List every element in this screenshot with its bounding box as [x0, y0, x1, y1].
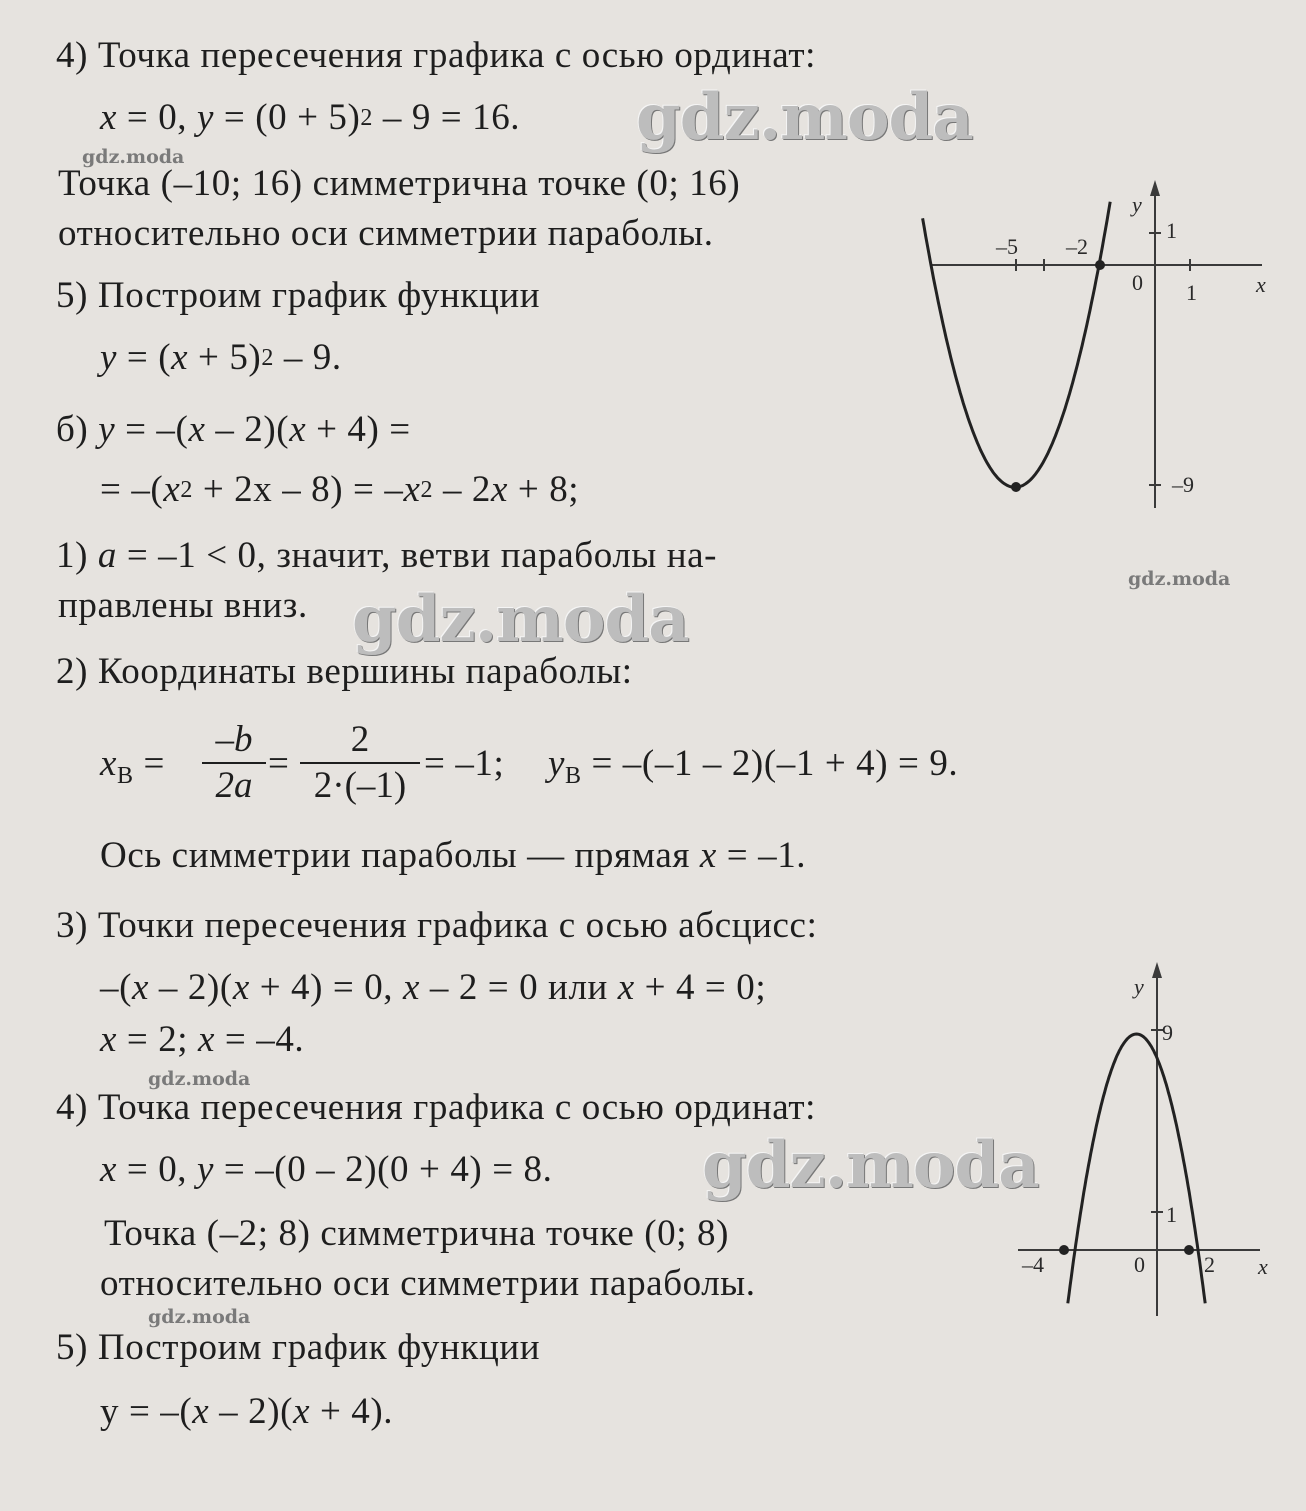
- text-line: Ось симметрии параболы — прямая x = –1.: [100, 835, 807, 876]
- watermark: gdz.moda: [636, 80, 973, 155]
- fraction-denominator: 2a: [202, 762, 266, 808]
- formula-line: x = 0, y = –(0 – 2)(0 + 4) = 8.: [100, 1149, 553, 1190]
- axis-label-y: y: [1134, 974, 1144, 999]
- tick-label-m5: –5: [996, 234, 1018, 259]
- tick-label-1y: 1: [1166, 218, 1177, 243]
- formula-line: x = 2; x = –4.: [100, 1019, 305, 1060]
- formula-line: x = 0, $y = (0 + 5)^2 - 9 = 16$.: [100, 97, 521, 138]
- formula-line: $x_В$ =: [100, 743, 165, 789]
- text-line: правлены вниз.: [58, 585, 308, 626]
- axis-label-x: x: [1256, 272, 1266, 297]
- fraction-numerator: –b: [215, 719, 253, 760]
- text-line: 5) Построим график функции: [56, 275, 541, 316]
- tick-label-1x: 1: [1186, 280, 1197, 305]
- tick-label-0: 0: [1134, 1252, 1145, 1277]
- text-line: 3) Точки пересечения графика с осью абсцисс:: [56, 905, 818, 946]
- watermark-small: gdz.moda: [82, 146, 185, 168]
- text-line: 4) Точка пересечения графика с осью ординат:: [56, 1087, 816, 1128]
- equals-sign: =: [268, 743, 290, 784]
- tick-label-9: 9: [1162, 1020, 1173, 1045]
- tick-label-1y: 1: [1166, 1202, 1177, 1227]
- tick-label-0: 0: [1132, 270, 1143, 295]
- tick-label-m9: –9: [1172, 472, 1194, 497]
- tick-label-m2: –2: [1066, 234, 1088, 259]
- y-axis-arrow: [1152, 962, 1162, 978]
- text-line: 1) a = –1 < 0, значит, ветви параболы на-: [56, 535, 718, 576]
- watermark-small: gdz.moda: [148, 1068, 251, 1090]
- axis-label-y: y: [1132, 192, 1142, 217]
- watermark: gdz.moda: [352, 582, 689, 657]
- fraction-denominator: 2·(–1): [300, 762, 420, 808]
- watermark-small: gdz.moda: [148, 1306, 251, 1328]
- text-line: Точка (–2; 8) симметрична точке (0; 8): [104, 1213, 729, 1254]
- formula-line: $y = (x + 5)^2 - 9$.: [100, 337, 342, 378]
- text-line: 2) Координаты вершины параболы:: [56, 651, 633, 692]
- text-line: 4) Точка пересечения графика с осью ординат:: [56, 35, 816, 76]
- formula-line: = $-(x^2 + 2x - 8) = -x^2 - 2x + 8$;: [100, 469, 580, 510]
- watermark: gdz.moda: [702, 1128, 1039, 1203]
- text-line: Точка (–10; 16) симметрична точке (0; 16): [58, 163, 741, 204]
- root-point-right: [1184, 1245, 1194, 1255]
- tick-label-2: 2: [1204, 1252, 1215, 1277]
- text-line: относительно оси симметрии параболы.: [58, 213, 714, 254]
- formula-line: y = –(x – 2)(x + 4).: [100, 1391, 394, 1432]
- fraction-numerator: 2: [350, 719, 370, 760]
- watermark-small: gdz.moda: [1128, 568, 1231, 590]
- root-point-left: [1059, 1245, 1069, 1255]
- tick-label-m4: –4: [1022, 1252, 1044, 1277]
- text-line: относительно оси симметрии параболы.: [100, 1263, 756, 1304]
- formula-line: б) y = –(x – 2)(x + 4) =: [56, 409, 411, 450]
- text-line: 5) Построим график функции: [56, 1327, 541, 1368]
- formula-line: = –1;: [424, 743, 505, 784]
- formula-line: –(x – 2)(x + 4) = 0, x – 2 = 0 или x + 4 = 0;: [100, 967, 767, 1008]
- axis-label-x: x: [1258, 1254, 1268, 1279]
- formula-line: $y_В = -(-1 - 2)(-1 + 4) = 9$.: [548, 743, 959, 789]
